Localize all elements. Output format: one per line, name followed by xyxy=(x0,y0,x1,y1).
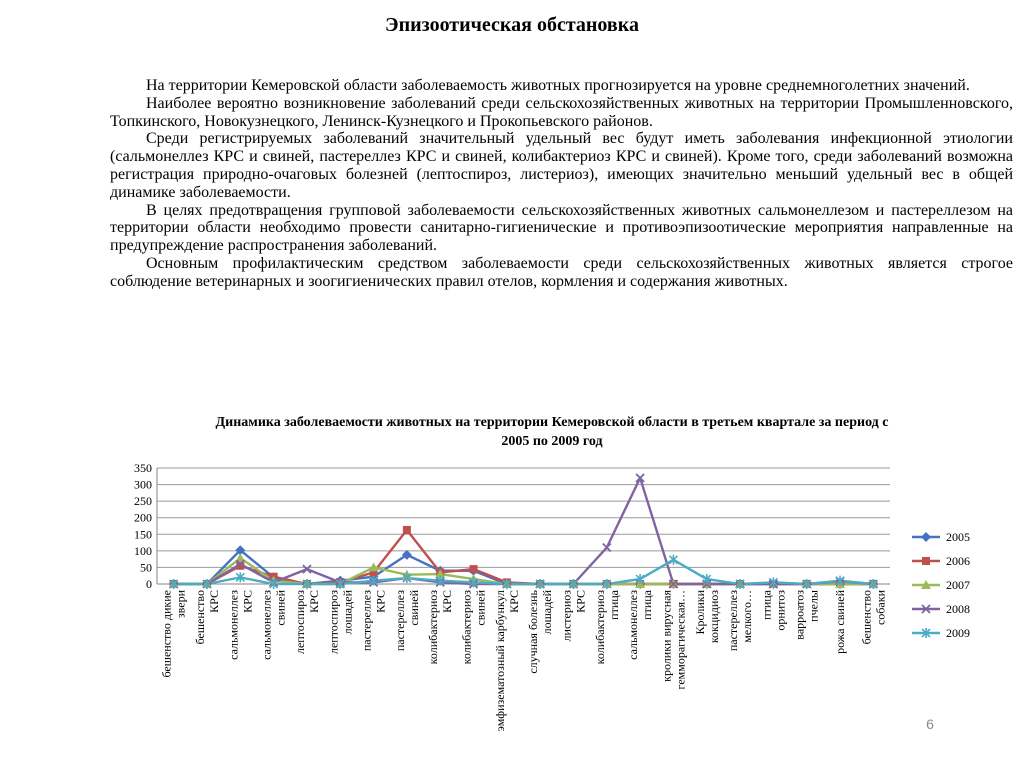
y-tick-label: 350 xyxy=(134,461,152,475)
legend-marker-2005 xyxy=(921,532,931,542)
x-tick-label: сальмонеллезсвиней xyxy=(259,590,288,660)
line-chart xyxy=(100,455,1020,732)
x-tick-label: сальмонеллезКРС xyxy=(226,590,255,660)
x-tick-label: рожа свиней xyxy=(833,590,848,654)
x-tick-label: сальмонеллезптица xyxy=(626,590,655,660)
y-tick-label: 100 xyxy=(134,543,152,558)
data-point-2009 xyxy=(669,555,677,565)
legend-label-2005: 2005 xyxy=(946,530,970,544)
legend-label-2006: 2006 xyxy=(946,554,970,568)
x-tick-label: бешенствособаки xyxy=(859,590,888,645)
x-tick-label: птицаорнитоз xyxy=(759,590,788,631)
x-tick-label: эмфизематозный карбункулКРС xyxy=(492,590,521,732)
legend-marker-2006 xyxy=(922,557,930,565)
x-tick-label: лептоспирозлошадей xyxy=(326,590,355,655)
x-tick-label: лептоспирозКРС xyxy=(292,590,321,655)
paragraph-forecast: На территории Кемеровской области заболеваемость животных прогнозируется на уровне среднемноголетних значений. xyxy=(146,77,970,94)
y-tick-label: 200 xyxy=(134,510,152,525)
paragraph-prevention: Основным профилактическим средством заболеваемости среди сельскохозяйственных животных является строгое соблюдение ветеринарных и зоогигиенических правил отелов, кормления и содержания животных. xyxy=(110,254,1013,290)
x-tick-label: пастереллезКРС xyxy=(359,590,388,652)
x-tick-label: варроатозпчелы xyxy=(792,590,821,640)
series-line-2006 xyxy=(174,530,874,584)
legend-label-2008: 2008 xyxy=(946,602,970,616)
x-tick-label: кролики вируснаягеммoрагическая… xyxy=(659,590,688,690)
body-text xyxy=(110,77,1013,291)
paragraph-districts: Наиболее вероятно возникновение заболеваний среди сельскохозяйственных животных на территории Промышленновского, Топкинского, Новокузнецкого, Ленинск-Кузнецкого и Прокопьевского районов. xyxy=(110,94,1013,130)
legend-label-2009: 2009 xyxy=(946,626,970,640)
chart-title: Динамика заболеваемости животных на территории Кемеровской области в третьем квартале за период с 2005 по 2009 год xyxy=(215,415,889,449)
y-tick-label: 250 xyxy=(134,494,152,509)
page-number: 6 xyxy=(926,716,934,732)
y-tick-label: 0 xyxy=(146,577,152,591)
series-line-2008 xyxy=(174,478,874,584)
x-tick-label: пастереллезмелкого… xyxy=(726,590,755,652)
data-point-2008 xyxy=(603,544,611,552)
x-tick-label: бешенство дикиезвери xyxy=(159,590,188,678)
x-tick-label: бешенствоКРС xyxy=(192,590,221,645)
x-tick-label: случная болезньлошадей xyxy=(526,590,555,674)
x-tick-label: пастереллезсвиней xyxy=(392,590,421,652)
chart-svg xyxy=(100,455,1020,732)
y-tick-label: 150 xyxy=(134,527,152,542)
data-point-2006 xyxy=(470,565,478,573)
paragraph-diseases: Среди регистрируемых заболеваний значительный удельный вес будут иметь заболевания инфекционной этиологии (сальмонеллез КРС и свиней, пастереллез КРС и свиней, колибактериоз КРС и свиней). Кроме того, среди заболеваний возможна регистрация природно-очаговых болезней (лептоспироз, листериоз), имеющих значительно меньший удельный вес в общей динамике заболеваемости. xyxy=(110,130,1013,201)
x-tick-label: колибактериозКРС xyxy=(426,590,455,665)
x-tick-label: колибактериозсвиней xyxy=(459,590,488,665)
x-tick-label: Кроликикокцидиоз xyxy=(692,590,721,644)
x-tick-label: колибактериозптица xyxy=(592,590,621,665)
y-tick-label: 50 xyxy=(140,560,152,575)
legend-label-2007: 2007 xyxy=(946,578,970,592)
data-point-2006 xyxy=(403,526,411,534)
x-tick-label: листериозКРС xyxy=(559,590,588,642)
paragraph-measures: В целях предотвращения групповой заболеваемости сельскохозяйственных животных сальмонеллезом и пастереллезом на территории области необходимо провести санитарно-гигиенические и противоэпизоотические мероприятия направленные на предупреждение распространения заболеваний. xyxy=(110,201,1013,255)
y-tick-label: 300 xyxy=(134,477,152,492)
slide-title: Эпизоотическая обстановка xyxy=(385,14,639,36)
